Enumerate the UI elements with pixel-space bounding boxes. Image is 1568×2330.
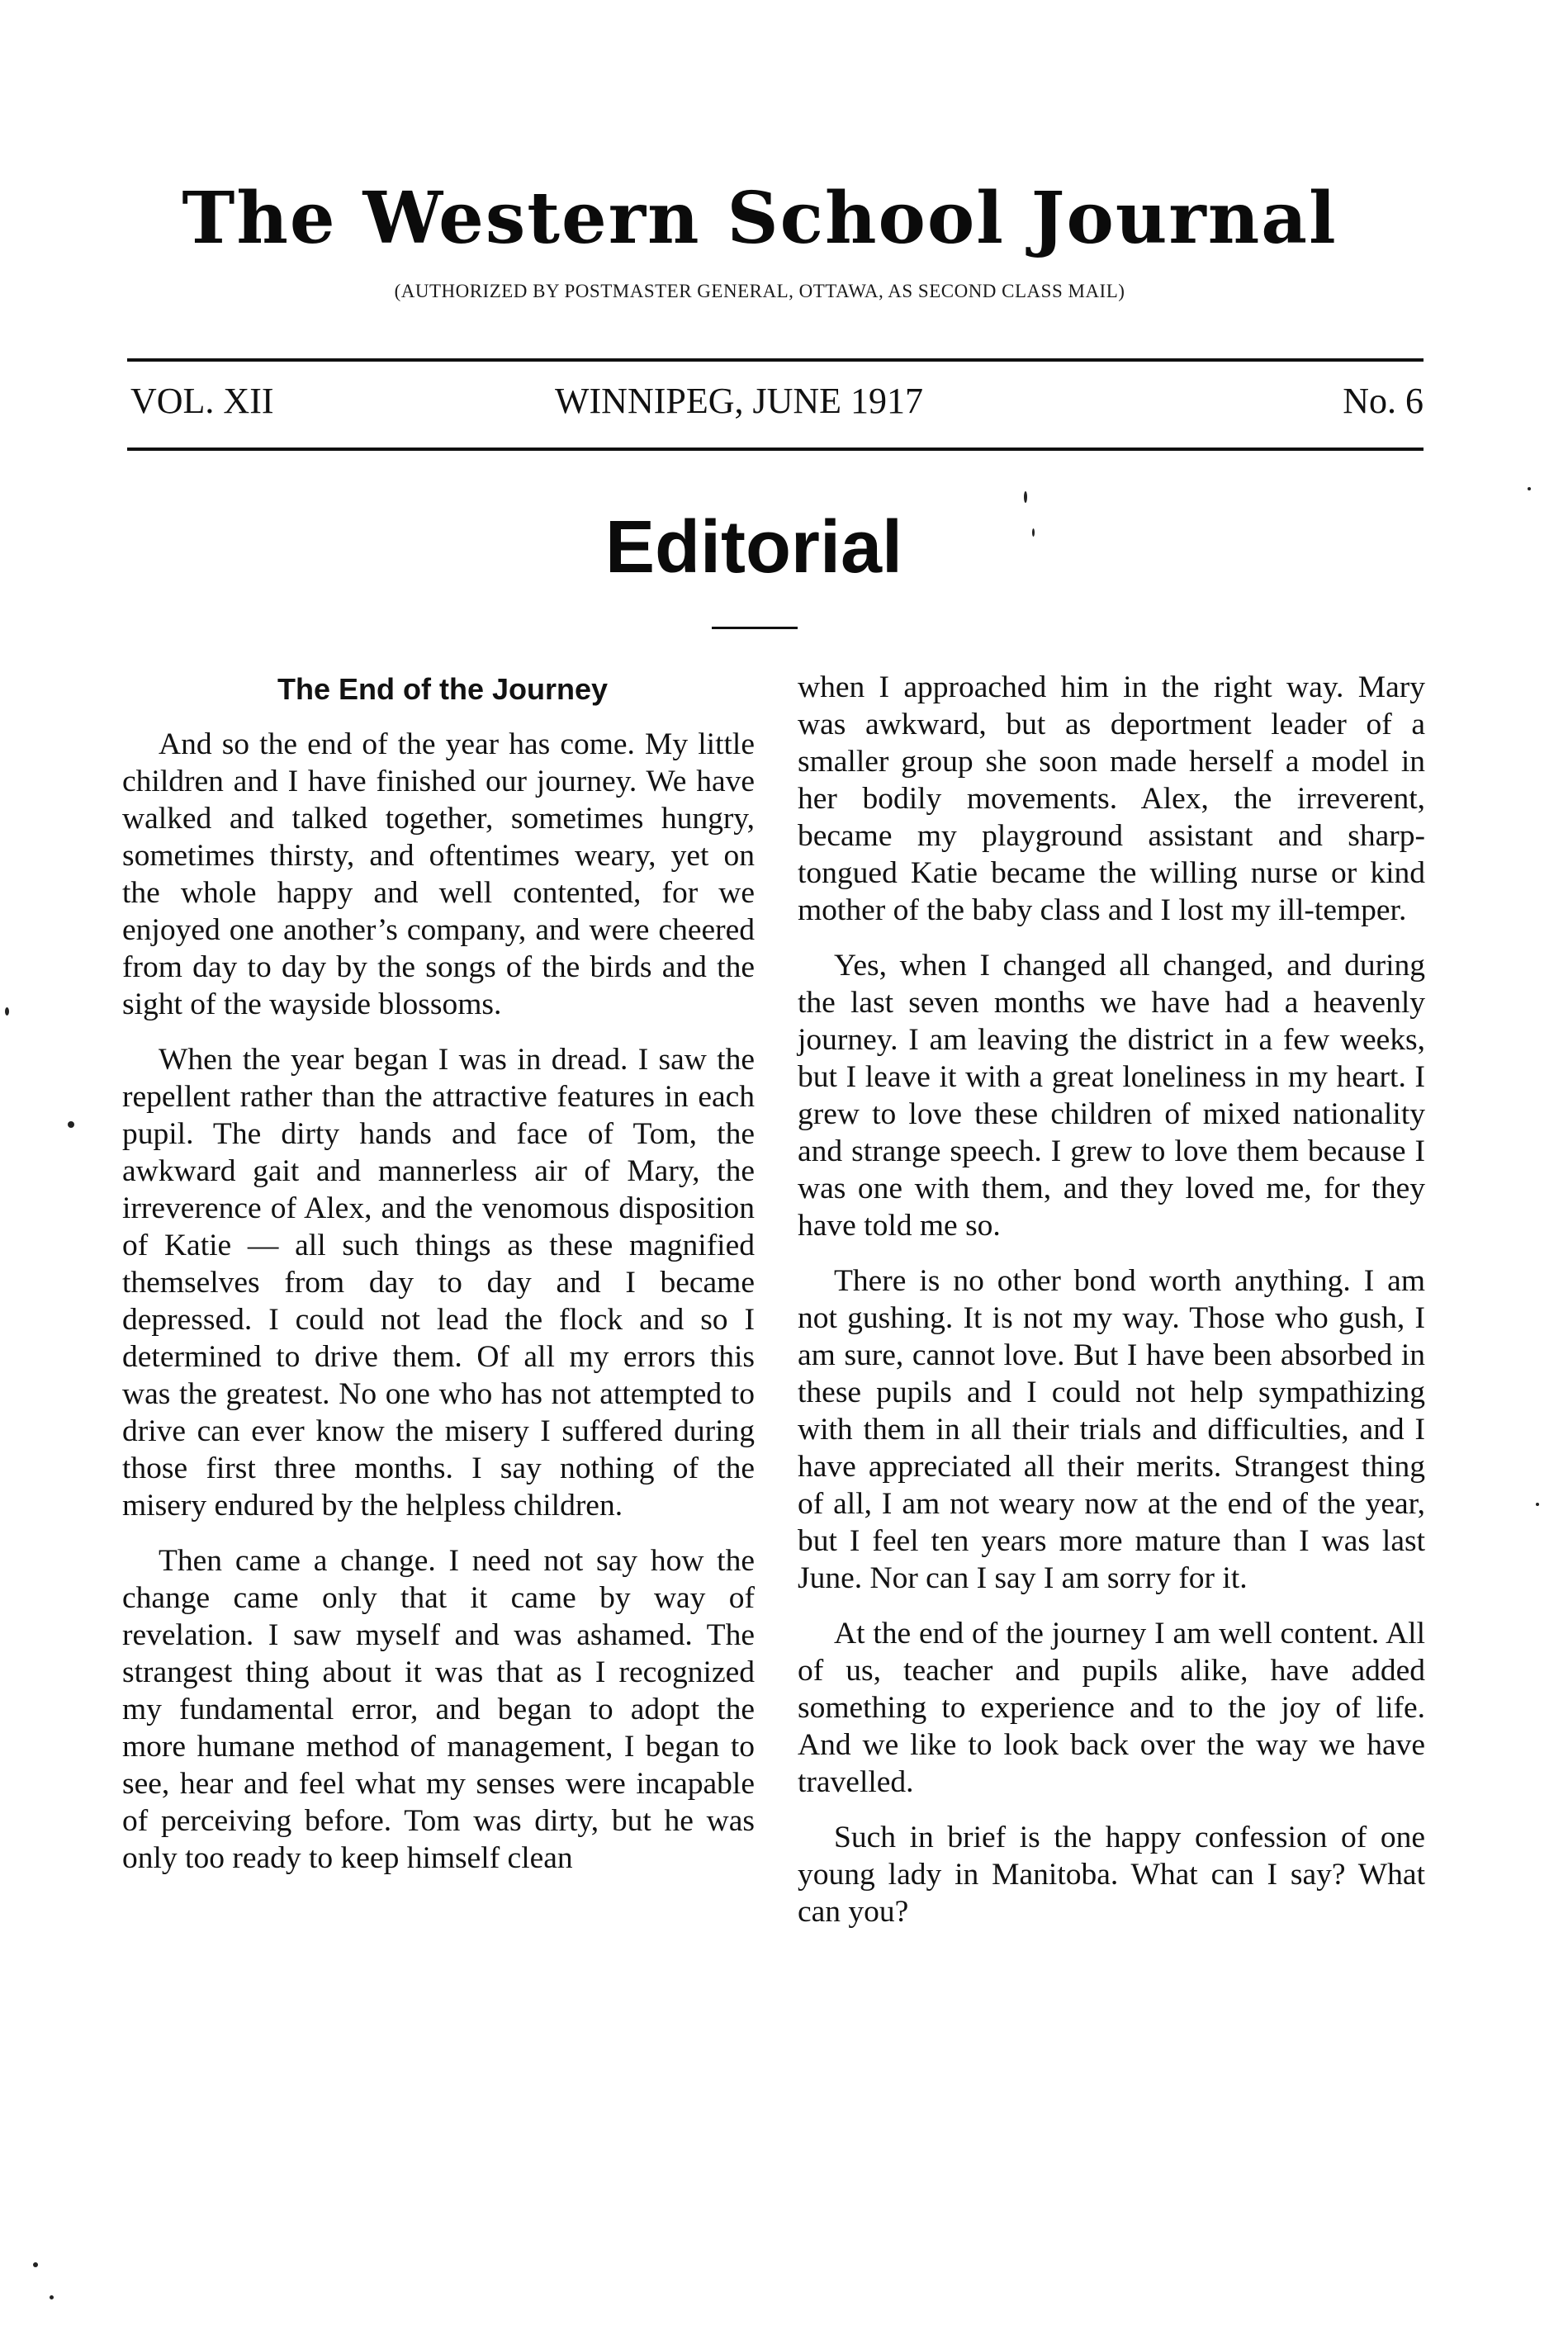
scan-speck	[1032, 528, 1035, 537]
paragraph-continued: when I approached him in the right way. Mary was awkward, but as deportment leader of a smaller group she soon made herself a model in her bodily movements. Alex, the irreverent, became my playground assistant and sharp-tongued Katie became the willing nurse or kind mother of the baby class and I lost my ill-temper.	[798, 670, 1425, 927]
journal-title: The Western School Journal	[182, 177, 1338, 260]
volume-label: VOL. XII	[130, 381, 274, 421]
issue-rule-top	[127, 358, 1424, 362]
paragraph: Then came a change. I need not say how the change came only that it came by way of revelation. I saw myself and was ashamed. The strangest thing about it was that as I recognized my fundamental error, and began to adopt the more humane method of management, I began to see, hear and feel what my senses were incapable of perceiving before. Tom was dirty, but he was only too ready to keep himself clean	[122, 1544, 755, 1875]
paragraph: At the end of the journey I am well content. All of us, teacher and pupils alike, have added something to experience and to the joy of life. And we like to look back over the way we have travelled.	[798, 1617, 1425, 1799]
paragraph: There is no other bond worth anything. I am not gushing. It is not my way. Those who gush, I am sure, cannot love. But I have been absorbed in these pupils and I could not help sympathizing with them in all their trials and difficulties, and I have appreciated all their merits. Strangest thing of all, I am not weary now at the end of the year, but I feel ten years more mature than I was last June. Nor can I say I am sorry for it.	[798, 1264, 1425, 1595]
scan-speck	[33, 2262, 38, 2267]
column-left	[122, 669, 755, 1877]
scan-speck	[50, 2295, 54, 2299]
article-title: The End of the Journey	[277, 672, 609, 706]
heading-divider	[712, 627, 798, 629]
paragraph: Such in brief is the happy confession of one young lady in Manitoba. What can I say? What can you?	[798, 1821, 1425, 1929]
issue-line	[127, 380, 1424, 429]
section-heading: Editorial	[604, 506, 903, 589]
issue-number: No. 6	[1343, 381, 1424, 421]
scan-speck	[1024, 491, 1027, 503]
scan-speck	[68, 1121, 74, 1128]
mailing-authorization: (AUTHORIZED BY POSTMASTER GENERAL, OTTAWA, AS SECOND CLASS MAIL)	[394, 281, 1125, 301]
issue-rule-bottom	[127, 448, 1424, 451]
paragraph: Yes, when I changed all changed, and during the last seven months we have had a heavenly journey. I am leaving the district in a few weeks, but I leave it with a great loneliness in my heart. I grew to love these children of mixed nationality and strange speech. I grew to love them because I was one with them, and they loved me, for they have told me so.	[798, 949, 1425, 1243]
scan-speck	[1536, 1503, 1539, 1506]
masthead	[0, 177, 1519, 302]
scan-speck	[1528, 487, 1531, 490]
paragraph: And so the end of the year has come. My little children and I have finished our journey. We have walked and talked together, sometimes hungry, sometimes thirsty, and oftentimes weary, yet on the whole happy and well contented, for we enjoyed one another’s company, and were cheered from day to day by the songs of the birds and the sight of the wayside blossoms.	[122, 727, 755, 1021]
paragraph: When the year began I was in dread. I saw the repellent rather than the attractive features in each pupil. The dirty hands and face of Tom, the awkward gait and mannerless air of Mary, the irreverence of Alex, and the venomous disposition of Katie — all such things as these magnified themselves from day to day and I became depressed. I could not lead the flock and so I determined to drive them. Of all my errors this was the greatest. No one who has not attempted to drive can ever know the misery I suffered during those first three months. I say nothing of the misery endured by the helpless children.	[122, 1043, 755, 1523]
scan-speck	[5, 1007, 9, 1016]
column-right	[798, 669, 1425, 1930]
place-date: WINNIPEG, JUNE 1917	[555, 381, 924, 421]
